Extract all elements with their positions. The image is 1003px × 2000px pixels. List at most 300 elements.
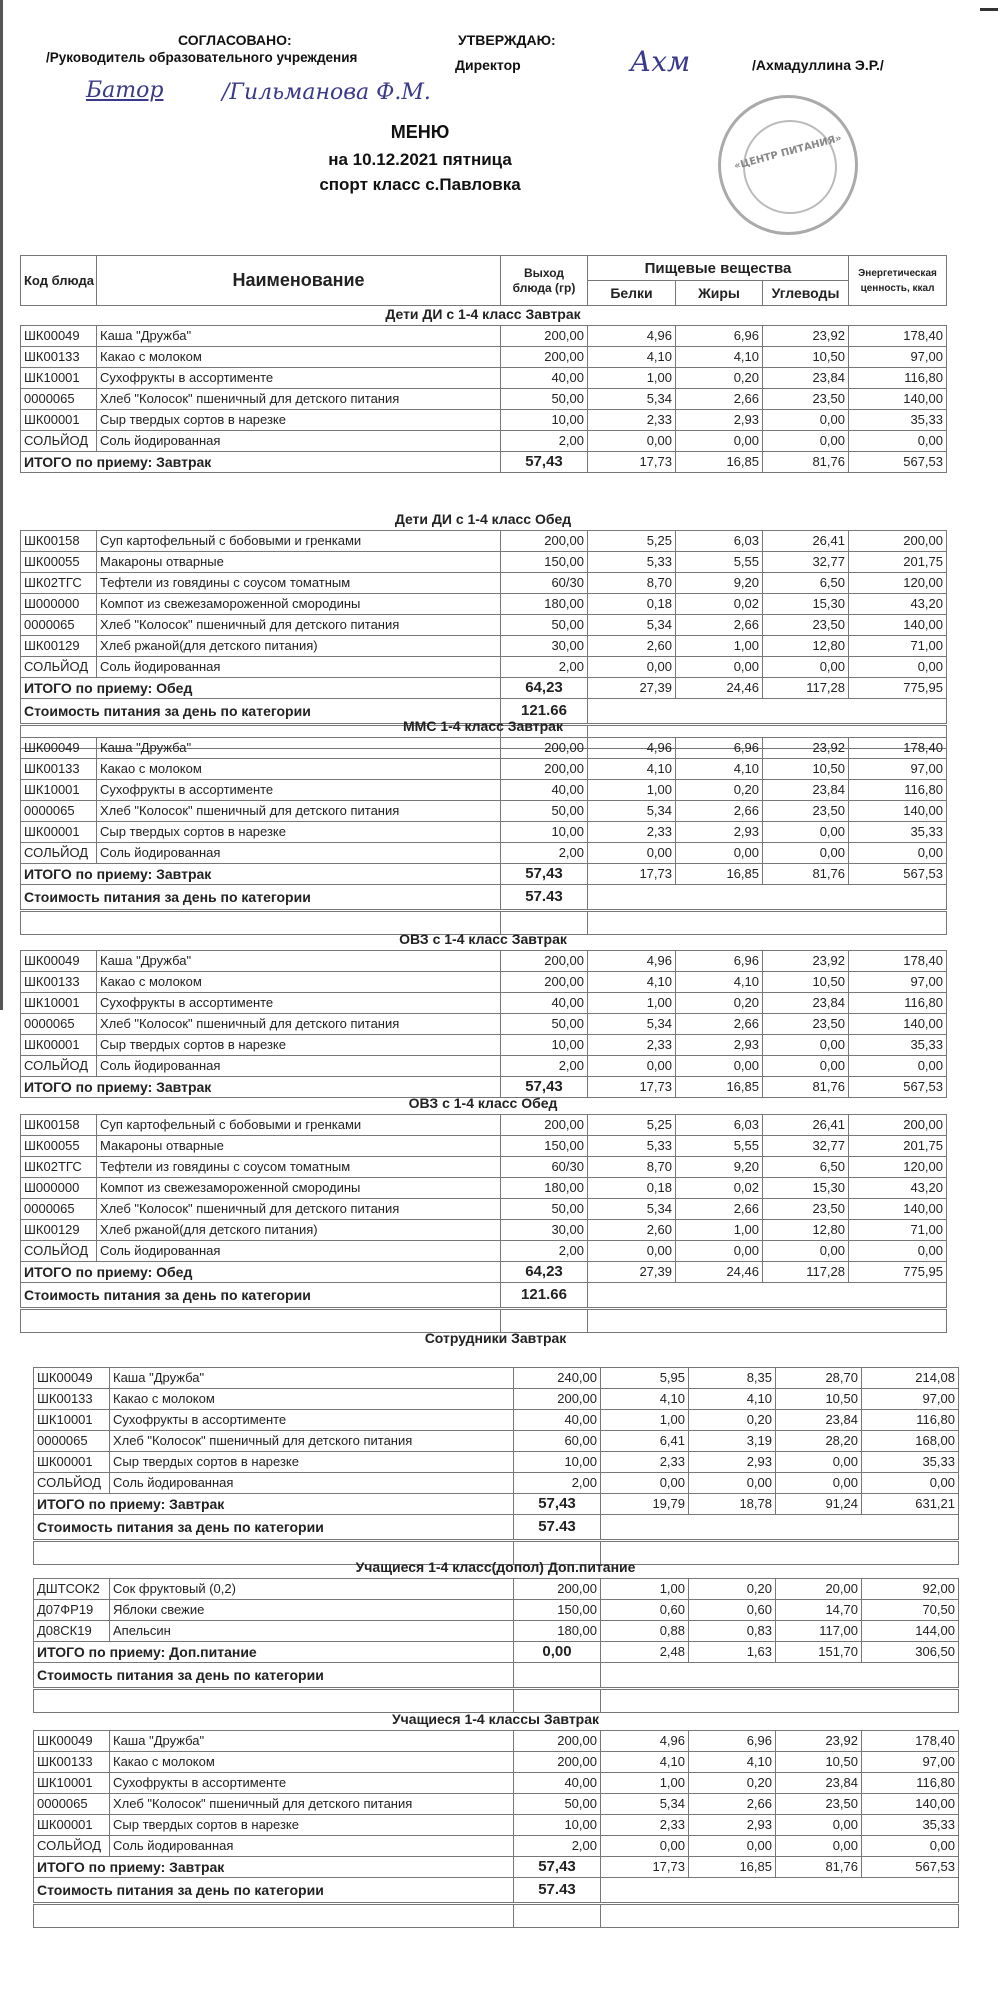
dish-code: ШК10001	[21, 993, 97, 1014]
cost-value: 57.43	[514, 1878, 601, 1904]
column-header	[20, 255, 947, 306]
dish-energy: 35,33	[849, 822, 947, 843]
dish-name: Каша "Дружба"	[97, 738, 501, 759]
dish-energy: 97,00	[849, 972, 947, 993]
dish-row	[34, 1473, 959, 1494]
menu-subtitle: спорт класс с.Павловка	[319, 175, 521, 194]
dish-carbs: 23,84	[776, 1410, 862, 1431]
dish-fat: 0,00	[676, 1241, 763, 1262]
dish-protein: 0,00	[588, 431, 676, 452]
dish-carbs: 23,50	[763, 615, 849, 636]
dish-row	[21, 972, 947, 993]
dish-protein: 2,33	[588, 822, 676, 843]
dish-energy: 140,00	[849, 1199, 947, 1220]
dish-name: Какао с молоком	[97, 972, 501, 993]
dish-yield: 2,00	[514, 1473, 601, 1494]
menu-table	[33, 1730, 959, 1928]
dish-protein: 5,95	[601, 1368, 689, 1389]
dish-energy: 178,40	[849, 951, 947, 972]
dish-carbs: 28,70	[776, 1368, 862, 1389]
cost-value: 121.66	[501, 699, 588, 725]
dish-name: Сыр твердых сортов в нарезке	[110, 1452, 514, 1473]
dish-protein: 4,96	[588, 738, 676, 759]
empty-cell	[501, 1309, 588, 1333]
dish-carbs: 23,92	[776, 1731, 862, 1752]
dish-energy: 71,00	[849, 636, 947, 657]
dish-energy: 0,00	[849, 657, 947, 678]
dish-carbs: 10,50	[776, 1752, 862, 1773]
dish-carbs: 0,00	[763, 1241, 849, 1262]
dish-energy: 0,00	[849, 843, 947, 864]
dish-yield: 50,00	[501, 1199, 588, 1220]
cost-label: Стоимость питания за день по категории	[21, 1283, 501, 1309]
empty-cell	[514, 1689, 601, 1713]
cost-label: Стоимость питания за день по категории	[34, 1515, 514, 1541]
section-title: Учащиеся 1-4 класс(допол) Доп.питание	[355, 1559, 636, 1575]
dish-row	[34, 1836, 959, 1857]
dish-yield: 40,00	[514, 1410, 601, 1431]
dish-row	[21, 822, 947, 843]
approved-label: СОГЛАСОВАНО:	[178, 32, 292, 48]
dish-name: Сок фруктовый (0,2)	[110, 1579, 514, 1600]
dish-energy: 35,33	[849, 410, 947, 431]
dish-code: ШК10001	[34, 1410, 110, 1431]
total-value: 19,79	[601, 1494, 689, 1515]
dish-yield: 180,00	[514, 1621, 601, 1642]
confirm-signature: Ахм	[630, 45, 691, 78]
total-value: 117,28	[763, 1262, 849, 1283]
dish-code: 0000065	[21, 1199, 97, 1220]
dish-row	[21, 1241, 947, 1262]
total-value: 18,78	[689, 1494, 776, 1515]
cost-value: 57.43	[514, 1515, 601, 1541]
dish-name: Макароны отварные	[97, 1136, 501, 1157]
dish-yield: 200,00	[514, 1389, 601, 1410]
dish-row	[21, 657, 947, 678]
section-title: Сотрудники Завтрак	[424, 1330, 567, 1346]
dish-yield: 40,00	[514, 1773, 601, 1794]
dish-carbs: 23,92	[763, 326, 849, 347]
dish-yield: 50,00	[501, 389, 588, 410]
dish-carbs: 14,70	[776, 1600, 862, 1621]
dish-row	[21, 1220, 947, 1241]
total-value: 91,24	[776, 1494, 862, 1515]
dish-name: Хлеб ржаной(для детского питания)	[97, 1220, 501, 1241]
dish-name: Хлеб "Колосок" пшеничный для детского питания	[110, 1794, 514, 1815]
dish-yield: 2,00	[501, 431, 588, 452]
dish-carbs: 23,84	[763, 368, 849, 389]
dish-row	[34, 1368, 959, 1389]
dish-yield: 200,00	[514, 1731, 601, 1752]
dish-carbs: 23,50	[763, 801, 849, 822]
empty-cell	[601, 1904, 959, 1928]
dish-row	[21, 738, 947, 759]
dish-code: 0000065	[21, 389, 97, 410]
cost-blank	[588, 1283, 947, 1309]
dish-code: ШК00133	[34, 1389, 110, 1410]
empty-cell	[601, 1689, 959, 1713]
dish-energy: 0,00	[862, 1836, 959, 1857]
dish-yield: 150,00	[501, 1136, 588, 1157]
official-stamp: «ЦЕНТР ПИТАНИЯ»	[718, 95, 858, 235]
dish-fat: 0,20	[676, 780, 763, 801]
dish-protein: 4,10	[588, 972, 676, 993]
dish-protein: 5,34	[588, 615, 676, 636]
dish-fat: 0,20	[689, 1579, 776, 1600]
dish-row	[21, 780, 947, 801]
total-value: 117,28	[763, 678, 849, 699]
dish-energy: 97,00	[862, 1389, 959, 1410]
dish-carbs: 20,00	[776, 1579, 862, 1600]
scan-mark	[980, 8, 998, 11]
dish-yield: 30,00	[501, 1220, 588, 1241]
cost-row	[21, 1283, 947, 1309]
menu-title: МЕНЮ	[390, 122, 450, 142]
col-carbs: Углеводы	[763, 281, 849, 306]
total-value: 2,48	[601, 1642, 689, 1663]
total-label: ИТОГО по приему: Обед	[21, 1262, 501, 1283]
dish-energy: 116,80	[849, 368, 947, 389]
dish-fat: 0,00	[676, 1056, 763, 1077]
dish-energy: 35,33	[862, 1452, 959, 1473]
dish-name: Макароны отварные	[97, 552, 501, 573]
dish-yield: 200,00	[501, 951, 588, 972]
dish-name: Суп картофельный с бобовыми и гренками	[97, 531, 501, 552]
dish-energy: 178,40	[862, 1731, 959, 1752]
total-label: ИТОГО по приему: Завтрак	[34, 1857, 514, 1878]
dish-row	[34, 1731, 959, 1752]
total-value: 81,76	[776, 1857, 862, 1878]
dish-row	[34, 1431, 959, 1452]
empty-row	[34, 1689, 959, 1713]
dish-energy: 97,00	[862, 1752, 959, 1773]
total-value: 0,00	[514, 1642, 601, 1663]
dish-code: ШК00049	[21, 326, 97, 347]
dish-name: Какао с молоком	[97, 759, 501, 780]
dish-fat: 2,66	[676, 1014, 763, 1035]
dish-protein: 2,33	[601, 1452, 689, 1473]
total-value: 567,53	[849, 1077, 947, 1098]
dish-carbs: 23,50	[763, 1199, 849, 1220]
total-value: 16,85	[689, 1857, 776, 1878]
dish-name: Соль йодированная	[97, 843, 501, 864]
total-value: 631,21	[862, 1494, 959, 1515]
cost-label: Стоимость питания за день по категории	[34, 1663, 514, 1689]
dish-carbs: 0,00	[763, 410, 849, 431]
dish-carbs: 0,00	[776, 1473, 862, 1494]
dish-yield: 50,00	[501, 615, 588, 636]
empty-row	[34, 1904, 959, 1928]
dish-yield: 200,00	[514, 1579, 601, 1600]
dish-code: ШК00001	[34, 1452, 110, 1473]
dish-code: Д08СК19	[34, 1621, 110, 1642]
dish-name: Какао с молоком	[97, 347, 501, 368]
dish-name: Апельсин	[110, 1621, 514, 1642]
col-yield: Выход блюда (гр)	[501, 256, 588, 306]
cost-blank	[601, 1663, 959, 1689]
total-label: ИТОГО по приему: Завтрак	[21, 1077, 501, 1098]
dish-protein: 4,96	[601, 1731, 689, 1752]
total-value: 64,23	[501, 1262, 588, 1283]
section-title: Учащиеся 1-4 классы Завтрак	[391, 1711, 600, 1727]
dish-carbs: 117,00	[776, 1621, 862, 1642]
dish-fat: 0,02	[676, 1178, 763, 1199]
confirm-name: /Ахмадуллина Э.Р./	[752, 57, 884, 73]
menu-table	[33, 1578, 959, 1713]
dish-fat: 0,83	[689, 1621, 776, 1642]
dish-protein: 1,00	[601, 1410, 689, 1431]
dish-fat: 9,20	[676, 573, 763, 594]
dish-row	[21, 1157, 947, 1178]
dish-energy: 0,00	[862, 1473, 959, 1494]
dish-protein: 5,34	[588, 389, 676, 410]
dish-name: Сыр твердых сортов в нарезке	[110, 1815, 514, 1836]
dish-code: Ш000000	[21, 594, 97, 615]
dish-protein: 2,33	[588, 410, 676, 431]
dish-name: Сухофрукты в ассортименте	[97, 993, 501, 1014]
dish-protein: 0,00	[601, 1836, 689, 1857]
dish-code: ШК00158	[21, 1115, 97, 1136]
dish-name: Каша "Дружба"	[97, 951, 501, 972]
dish-code: ШК00133	[21, 972, 97, 993]
dish-carbs: 10,50	[776, 1389, 862, 1410]
dish-carbs: 0,00	[776, 1452, 862, 1473]
cost-label: Стоимость питания за день по категории	[21, 699, 501, 725]
dish-code: ШК00001	[34, 1815, 110, 1836]
dish-row	[21, 431, 947, 452]
dish-yield: 10,00	[501, 1035, 588, 1056]
section-title: ОВЗ с 1-4 класс Обед	[408, 1095, 558, 1111]
dish-name: Сухофрукты в ассортименте	[97, 780, 501, 801]
dish-protein: 1,00	[588, 780, 676, 801]
dish-protein: 2,60	[588, 1220, 676, 1241]
dish-yield: 240,00	[514, 1368, 601, 1389]
dish-row	[21, 410, 947, 431]
dish-fat: 0,20	[676, 993, 763, 1014]
dish-fat: 6,03	[676, 1115, 763, 1136]
dish-row	[21, 1136, 947, 1157]
dish-protein: 8,70	[588, 573, 676, 594]
total-value: 27,39	[588, 1262, 676, 1283]
dish-row	[21, 1056, 947, 1077]
empty-cell	[34, 1904, 514, 1928]
dish-fat: 2,66	[676, 615, 763, 636]
dish-code: 0000065	[21, 1014, 97, 1035]
empty-cell	[588, 1309, 947, 1333]
dish-energy: 0,00	[849, 431, 947, 452]
total-value: 27,39	[588, 678, 676, 699]
approved-role: /Руководитель образовательного учреждения	[46, 50, 358, 65]
total-value: 81,76	[763, 864, 849, 885]
cost-blank	[601, 1515, 959, 1541]
dish-protein: 6,41	[601, 1431, 689, 1452]
total-value: 151,70	[776, 1642, 862, 1663]
dish-name: Сыр твердых сортов в нарезке	[97, 1035, 501, 1056]
dish-fat: 4,10	[689, 1389, 776, 1410]
dish-yield: 40,00	[501, 780, 588, 801]
dish-protein: 0,18	[588, 1178, 676, 1199]
dish-code: ШК00049	[21, 951, 97, 972]
cost-row	[34, 1663, 959, 1689]
dish-row	[21, 1178, 947, 1199]
dish-energy: 43,20	[849, 594, 947, 615]
dish-name: Сыр твердых сортов в нарезке	[97, 822, 501, 843]
dish-energy: 92,00	[862, 1579, 959, 1600]
dish-code: ШК00129	[21, 636, 97, 657]
dish-yield: 30,00	[501, 636, 588, 657]
dish-yield: 60,00	[514, 1431, 601, 1452]
total-value: 64,23	[501, 678, 588, 699]
dish-carbs: 26,41	[763, 1115, 849, 1136]
cost-label: Стоимость питания за день по категории	[34, 1878, 514, 1904]
dish-carbs: 10,50	[763, 347, 849, 368]
dish-fat: 2,93	[689, 1452, 776, 1473]
dish-energy: 144,00	[862, 1621, 959, 1642]
dish-code: ШК00049	[21, 738, 97, 759]
dish-energy: 168,00	[862, 1431, 959, 1452]
dish-fat: 8,35	[689, 1368, 776, 1389]
confirm-role: Директор	[455, 57, 521, 73]
dish-energy: 71,00	[849, 1220, 947, 1241]
cost-row	[21, 885, 947, 911]
dish-protein: 0,00	[588, 1241, 676, 1262]
col-fat: Жиры	[676, 281, 763, 306]
total-value: 16,85	[676, 864, 763, 885]
dish-energy: 116,80	[862, 1410, 959, 1431]
dish-yield: 200,00	[501, 326, 588, 347]
dish-code: ШК00049	[34, 1731, 110, 1752]
dish-name: Хлеб ржаной(для детского питания)	[97, 636, 501, 657]
total-label: ИТОГО по приему: Обед	[21, 678, 501, 699]
dish-name: Хлеб "Колосок" пшеничный для детского питания	[97, 389, 501, 410]
dish-row	[21, 389, 947, 410]
dish-yield: 2,00	[514, 1836, 601, 1857]
dish-carbs: 0,00	[763, 657, 849, 678]
section-title: Дети ДИ с 1-4 класс Обед	[394, 511, 572, 527]
dish-fat: 0,00	[676, 843, 763, 864]
dish-carbs: 15,30	[763, 594, 849, 615]
total-label: ИТОГО по приему: Завтрак	[34, 1494, 514, 1515]
dish-fat: 2,93	[689, 1815, 776, 1836]
dish-protein: 0,60	[601, 1600, 689, 1621]
section-title: ММС 1-4 класс Завтрак	[403, 718, 563, 734]
dish-protein: 4,10	[601, 1752, 689, 1773]
total-row	[34, 1857, 959, 1878]
dish-name: Хлеб "Колосок" пшеничный для детского питания	[110, 1431, 514, 1452]
dish-energy: 97,00	[849, 759, 947, 780]
menu-table	[20, 737, 947, 935]
dish-row	[21, 326, 947, 347]
dish-row	[34, 1452, 959, 1473]
dish-name: Соль йодированная	[97, 1056, 501, 1077]
dish-protein: 8,70	[588, 1157, 676, 1178]
dish-protein: 5,34	[588, 1014, 676, 1035]
dish-code: ШК00129	[21, 1220, 97, 1241]
dish-code: СОЛЬЙОД	[21, 1241, 97, 1262]
total-value: 1,63	[689, 1642, 776, 1663]
dish-code: СОЛЬЙОД	[34, 1473, 110, 1494]
dish-fat: 6,96	[689, 1731, 776, 1752]
total-row	[21, 452, 947, 473]
dish-yield: 10,00	[501, 822, 588, 843]
dish-fat: 2,93	[676, 1035, 763, 1056]
dish-carbs: 23,92	[763, 738, 849, 759]
dish-energy: 116,80	[849, 993, 947, 1014]
dish-code: ШК10001	[21, 368, 97, 389]
dish-carbs: 0,00	[763, 822, 849, 843]
dish-fat: 0,00	[676, 657, 763, 678]
cost-value: 121.66	[501, 1283, 588, 1309]
total-value: 567,53	[849, 864, 947, 885]
dish-code: ШК00001	[21, 1035, 97, 1056]
total-value: 567,53	[849, 452, 947, 473]
dish-yield: 2,00	[501, 843, 588, 864]
dish-energy: 200,00	[849, 531, 947, 552]
total-value: 567,53	[862, 1857, 959, 1878]
dish-carbs: 32,77	[763, 1136, 849, 1157]
dish-fat: 4,10	[689, 1752, 776, 1773]
dish-protein: 1,00	[588, 368, 676, 389]
dish-fat: 0,20	[676, 368, 763, 389]
approved-signature: Батор	[86, 78, 164, 103]
dish-energy: 0,00	[849, 1241, 947, 1262]
dish-energy: 35,33	[862, 1815, 959, 1836]
total-row	[21, 1262, 947, 1283]
cost-label: Стоимость питания за день по категории	[21, 885, 501, 911]
dish-fat: 2,66	[689, 1794, 776, 1815]
dish-protein: 4,96	[588, 326, 676, 347]
cost-value: 57.43	[501, 885, 588, 911]
dish-name: Сухофрукты в ассортименте	[97, 368, 501, 389]
dish-protein: 2,60	[588, 636, 676, 657]
dish-carbs: 0,00	[776, 1815, 862, 1836]
dish-fat: 4,10	[676, 759, 763, 780]
dish-code: СОЛЬЙОД	[21, 657, 97, 678]
menu-table	[20, 325, 947, 473]
dish-fat: 0,02	[676, 594, 763, 615]
dish-energy: 201,75	[849, 1136, 947, 1157]
total-value: 17,73	[588, 864, 676, 885]
dish-carbs: 12,80	[763, 636, 849, 657]
col-code: Код блюда	[21, 256, 97, 306]
dish-yield: 50,00	[514, 1794, 601, 1815]
dish-code: ШК02ТГС	[21, 573, 97, 594]
confirm-label: УТВЕРЖДАЮ:	[458, 32, 556, 48]
empty-cell	[514, 1904, 601, 1928]
dish-protein: 1,00	[588, 993, 676, 1014]
dish-row	[21, 615, 947, 636]
dish-carbs: 0,00	[763, 431, 849, 452]
dish-code: СОЛЬЙОД	[34, 1836, 110, 1857]
dish-row	[34, 1621, 959, 1642]
dish-carbs: 6,50	[763, 573, 849, 594]
dish-code: СОЛЬЙОД	[21, 1056, 97, 1077]
dish-yield: 200,00	[514, 1752, 601, 1773]
menu-table	[20, 530, 947, 749]
total-value: 57,43	[501, 864, 588, 885]
dish-fat: 2,93	[676, 410, 763, 431]
dish-yield: 10,00	[514, 1815, 601, 1836]
dish-protein: 0,00	[588, 843, 676, 864]
dish-energy: 70,50	[862, 1600, 959, 1621]
dish-fat: 6,03	[676, 531, 763, 552]
dish-protein: 5,34	[601, 1794, 689, 1815]
dish-energy: 120,00	[849, 1157, 947, 1178]
dish-carbs: 23,50	[776, 1794, 862, 1815]
dish-code: ДШТСОК2	[34, 1579, 110, 1600]
dish-code: СОЛЬЙОД	[21, 431, 97, 452]
dish-yield: 180,00	[501, 594, 588, 615]
